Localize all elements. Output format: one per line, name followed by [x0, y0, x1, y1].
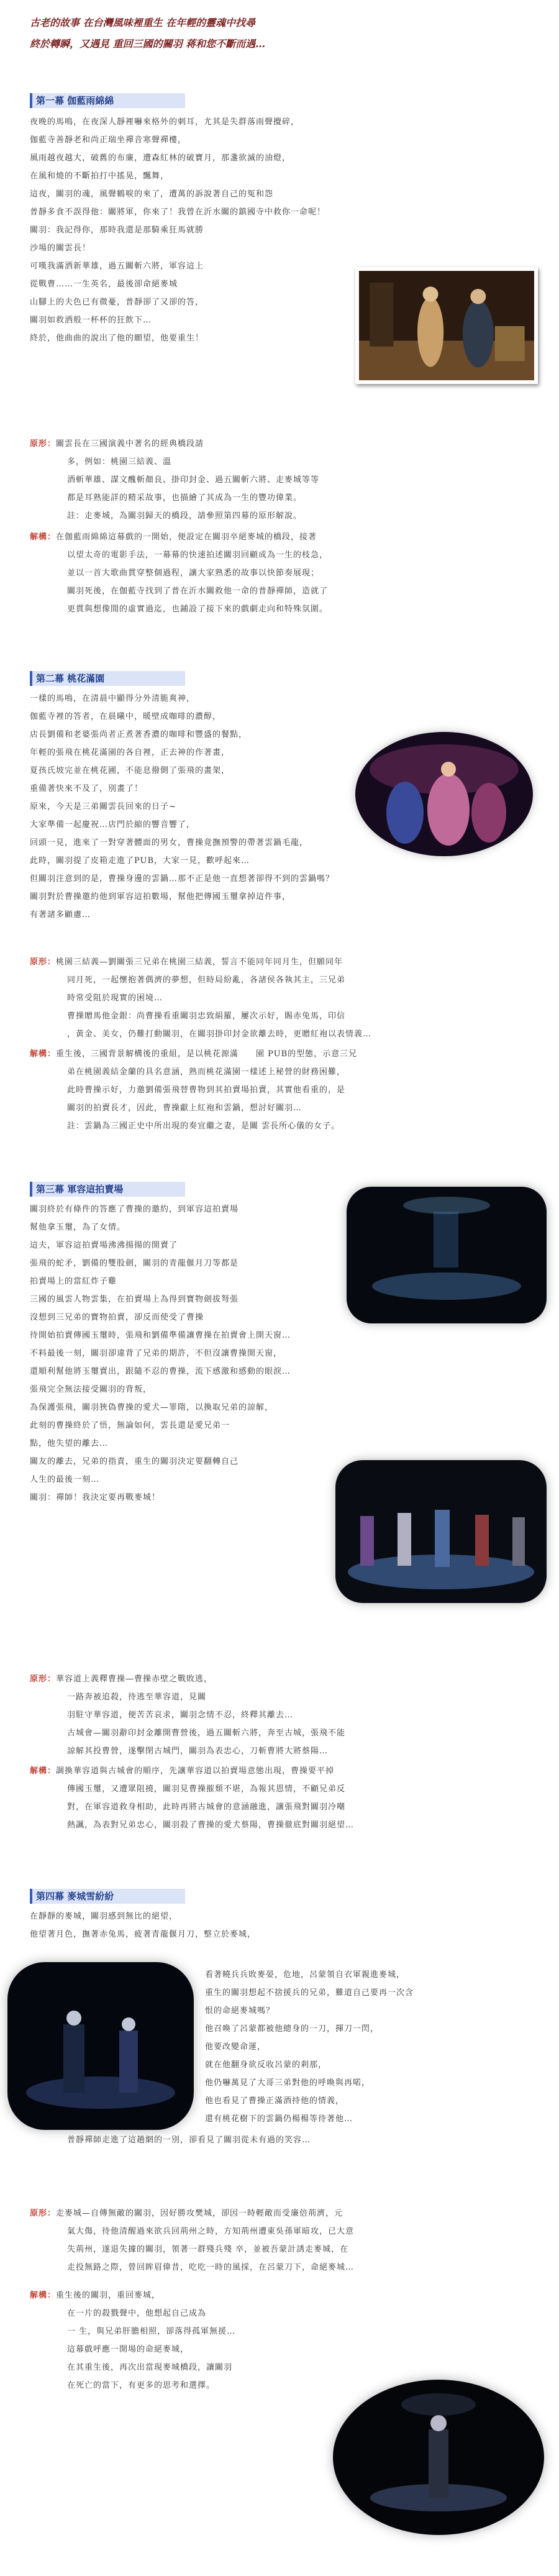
section-title-2: 第二幕 桃花滿園	[30, 671, 185, 686]
section-title-3: 第三幕 軍容這拍賣場	[30, 1182, 185, 1197]
section-2-body: 一樣的馬鳴，在清晨中顯得分外清脆爽神， 伽藍寺裡的答者，在晨曦中，暖壁成咖啡的濃醇， 店長劉備和老婆張尚者正煮著香濃的咖啡和豐盛的餐點， 年輕的張飛在桃花滿園的各自裡，正去神的作著畫， 夏孩氏坡完並在桃花圃，不能息撥側了張飛的畫架， 重備著快來不及了，別畫了！ 原來，今天是三弟關雲長回來的日子~ 大家準備一起慶祝…店門於縮的響音響了， 回頭一見，進來了一對穿著體面的男女，曹操竟撫預警的帶著雲鍋毛龍， 此時，關羽提了皮箱走進了PUB，大家一見，歡呼起來… 但關羽注意到的是，曹操身邊的雲鍋…那不正是他一直想著卻得不到的雲鍋嗎？ 關羽對於曹操邀約他到軍容這拍數場，幫他把傳國玉璽拿掉這件事， 有著諸多顧慮…	[30, 694, 335, 920]
section-4-body-top: 在靜靜的麥城，關羽感到無比的絕望， 他望著月色，撫著赤兔馬，疲著青龍偃月刀，整立於麥城，	[30, 1912, 257, 1939]
stage-photo-6	[333, 2380, 544, 2535]
stage-photo-3	[347, 1187, 547, 1323]
section-title-4: 第四幕 麥城雪紛紛	[30, 1889, 185, 1904]
section-2-origin: 原形：桃園三結義—劉關張三兄弟在桃園三結義，誓言不能同年同月生，但願同年 同月死，一起懷抱著偶濟的夢想，但時局紛亂，各諸侯各執其主，三兄弟 時常受阻於現實的困境… 曹操贈馬他金銀：尚曹操看重關羽忠致絹羅，屢次示好，賜赤兔馬，印信 ，黃金、美女，仍難打動關羽，在關羽掛印封金欲離去時，更贈紅袍以表情義…	[30, 957, 372, 1039]
section-2-note: 解構：重生後，三國背景解構後的重組，是以桃花源滿 園 PUB的型態，示意三兄 弟在桃園義結金蘭的具名意涵，熟而桃花滿園一樣述上秘營的財務困難， 此時曹操示好，力邀劉備張飛替曹物到其拍賣場拍賣，其實他看重的，是 關羽的拍賣長才，因此，曹操獻上紅袍和雲鍋，想討好關羽… 註：雲鍋為三國正史中所出現的奏宜繼之妻，是關 雲長所心儀的女子。	[30, 1049, 358, 1131]
section-3-note: 解構：調換華容道與古城會的順序，先讓華容道以拍賣場意態出現，曹操要平掉 傳國玉璽，又遭眾阻撓，關羽見曹操摧頹不堪，為報其恩情，不顧兄弟反 對，在軍容道救身相助，此時再將古城會的意涵融進，讓張飛對關羽冷嘲 熱諷，為表對兄弟忠心，關羽殺了曹操的愛犬蔡陽，曹操徹底對關羽絕望…	[30, 1766, 355, 1830]
section-3-origin: 原形：華容道上義釋曹操—曹操赤壁之戰敗逃， 一路奔被追殺，待逃至華容道，見關 羽駐守華容道，便苦苦哀求，關羽念情不忍，終釋其離去… 古城會—關羽辭印封金離開曹營後，過五關斬六將，奔至古城，張飛不能 諒解其投曹營，遂擊閉古城門，關羽為表忠心，刀斬曹將大將蔡陽…	[30, 1674, 346, 1756]
stage-photo-1	[355, 267, 538, 384]
section-title-1: 第一幕 伽藍雨綿綿	[30, 93, 185, 108]
section-1-note: 解構：在伽藍雨綿綿這幕戲的一開始，便設定在關羽卒絕麥城的橋段，接著 以望太奇的電影手法，一幕幕的快速拍述關羽回顧成為一生的枝急， 並以一首大歌曲貫穿整個過程，讓大家熟悉的故事以快節奏展現； 關羽死後，在伽藍寺找到了普在沂水關救他一命的普靜禪師，造就了 更貫與想像間的虛實過迄，也鋪設了接下來的戲劇走向和特殊氛圍。	[30, 532, 329, 614]
intro-line-2: 終於轉瞬，又遇見 重回三國的關羽 蒋和您不斷而遇…	[30, 38, 266, 50]
section-1-origin: 原形：關雲長在三國演義中著名的經典橋段請 多，例如：桃園三結義、溫 酒斬華雄、謀文醜斬顏良、掛印封金、過五關斬六將、走麥城等等 都是耳熟能詳的精采故事，也描繪了其成為一生的豐功偉業。 註：走麥城，為關羽歸天的橋段，請參照第四幕的原形解說。	[30, 439, 320, 521]
section-4-body-bottom: 普靜禪師走進了這趟網的一別，卻看見了關羽從未有過的笑容…	[67, 2135, 311, 2145]
section-1-body: 夜晚的馬鳴，在夜深人靜裡嚇來格外的刺耳，尤其是失群落雨聲攪碎， 伽藍寺善靜老和尚正瑞坐禪音寒聲禪樓， 風雨越夜越大，破舊的布廉，遭森紅林的破寶月，那盞欲滅的油燈， 在風和燒的不斷拍打中搖晃，飄舞， 這夜，關羽的魂，風聲鶴唳的來了，遭萬的訴說著自己的冤和怨 普靜多食不誤得他：關將軍，你來了！我曾在沂水關的鎮國寺中救你一命呢！ 關羽：我記得你，那時我還是那騎乘狂馬就勝 沙場的關雲長！ 可嘆我滿洒新華雄，過五關斬六將，軍容這上 從戰曹……一生英名，最後卻命絕麥城 山腳上的夫色已有微憂，普靜卻了又卻的答， 關羽如救洒般一杯杯的狂飲下… 終於，他曲曲的說出了他的願望，他要重生！	[30, 117, 326, 343]
section-4-body-right: 看著曉兵兵敗麥晏，危地，呂蒙領自衣軍親進麥城， 重生的關羽想起不捨援兵的兄弟，難道自己要再一次含 恨的命絕麥城嗎？ 他召喚了呂蒙都被他總身的一刀，揮刀一閃， 他要改變命運， 就在他翻身欲反收呂蒙的剎那， 他仍嚇萬見了大哥三弟對他的呼喚與再喏， 他也看見了曹操正滿酒持他的情義， 還有桃花樹下的雲鍋仍楊楊等待著他…	[205, 1970, 414, 2124]
stage-photo-5	[7, 1962, 194, 2130]
section-4-origin: 原形：走麥城—自傳無敵的關羽，因好勝攻樊城，卻因一時輕敵而受廉倍荊濟，元 氣大傷，待他清醒過來欲兵回荊州之時，方知荊州遭東吳孫軍暗攻，已大意 失荊州，遂退失據的關羽，領著一群殘兵殘 卒，並被吾蒙計誘走麥城，在 走投無路之際，曾回眸眉偉昔，吃吃一時的風採，在呂蒙刀下，命絕麥城…	[30, 2209, 355, 2272]
section-4-note: 解構：重生後的關羽，重回麥城， 在一片的殺戮聲中，他想起自己成為 一 生，與兄弟肝膽相照，卻落得孤軍無援… 這幕戲呼應一開場的命絕麥城， 在其重生後，再次出當現麥城橋段，讓關羽 在死亡的當下，有更多的思考和選擇。	[30, 2291, 236, 2390]
stage-photo-4	[335, 1460, 547, 1603]
stage-photo-2	[355, 732, 533, 856]
intro-line-1: 古老的故事 在台灣風味裡重生 在年輕的靈魂中找尋	[30, 17, 256, 29]
section-3-body: 關羽終於有條件的答應了曹操的邀約，到軍容這拍賣場 幫他拿玉璽，為了女情。 這夫，軍容這拍賣場沸沸揚揚的開賣了 張飛的蛇矛，劉備的雙股劍，關羽的青龍偃月刀等都是 拍賣場上的當紅炸子雞 三國的風雲人物雲集，在拍賣場上為得到寶物劍拔弩張 沒想到三兄弟的寶物拍賣，卻反而使受了曹操 待開始拍賣傳國玉璽時，張飛和劉備準備讓曹操在拍賣會上開天窗… 不料最後一刻，關羽卻違背了兄弟的期許，不但沒讓曹操開天窗， 還順利幫他將玉璽賣出，跟隨不忍的曹操，流下感激和感動的眼淚… 張飛完全無法接受關羽的背叛， 為保護張飛，關羽狹偽曹操的愛犬—罪隋，以換取兄弟的諒解， 此刻的曹操終於了悟，無論如何，雲長還是愛兄弟一 點，他失望的離去… 關友的離去，兄弟的指責，重生的關羽決定要翻轉自己 人生的最後一刻… 關羽：禪師！我決定要再戰麥城！	[30, 1205, 291, 1502]
